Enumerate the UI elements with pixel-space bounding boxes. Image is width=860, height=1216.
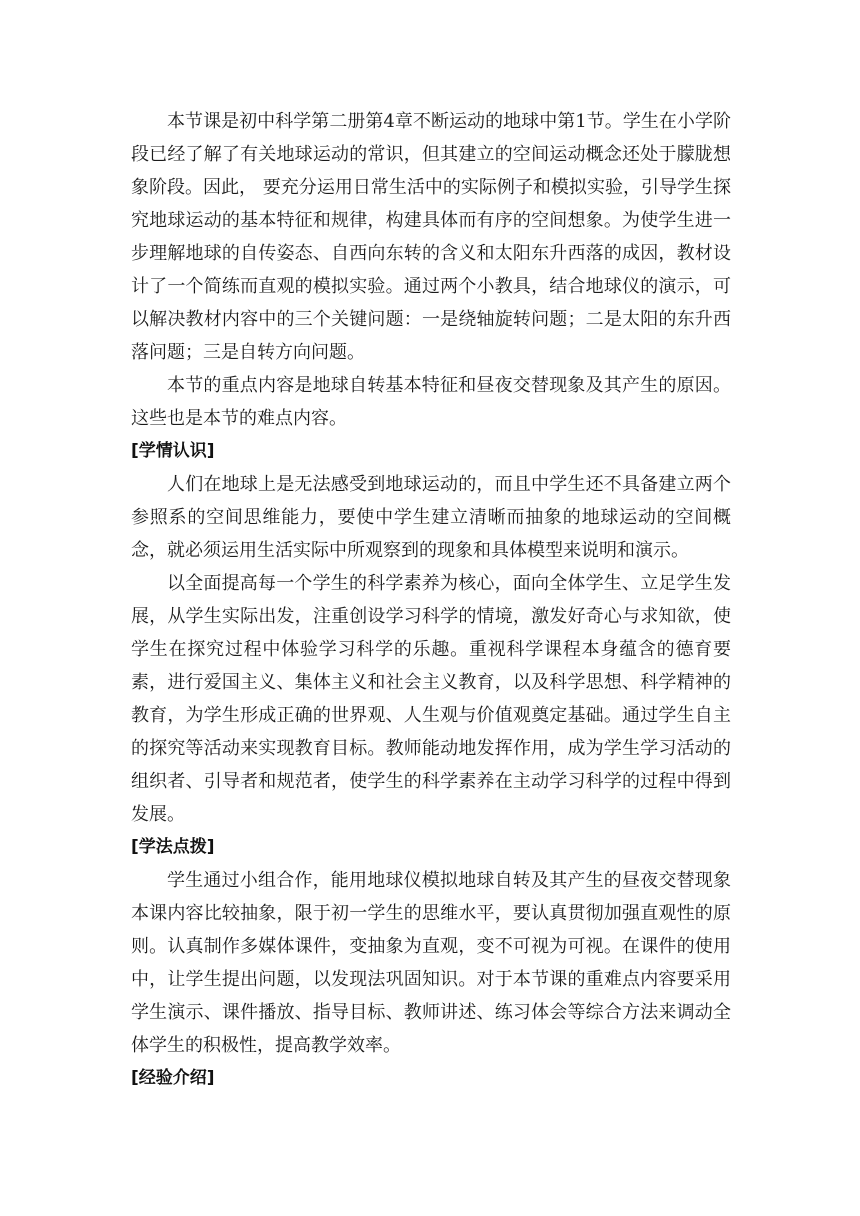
section-heading-jingyan: [经验介绍] <box>131 1068 215 1088</box>
section-heading-xueqing: [学情认识] <box>131 441 215 461</box>
paragraph-intro-2: 本节的重点内容是地球自转基本特征和昼夜交替现象及其产生的原因。这些也是本节的难点内容。 <box>131 375 731 429</box>
paragraph-intro-1: 本节课是初中科学第二册第4章不断运动的地球中第1节。学生在小学阶段已经了解了有关地球运动的常识，但其建立的空间运动概念还处于朦胧想象阶段。因此， 要充分运用日常生活中的实际例子和模拟实验，引导学生探究地球运动的基本特征和规律，构建具体而有序的空间想象。为使学生进一步理解地球的自传姿态、自西向东转的含义和太阳东升西落的成因，教材设计了一个简练而直观的模拟实验。通过两个小教具，结合地球仪的演示，可以解决教材内容中的三个关键问题：一是绕轴旋转问题；二是太阳的东升西落问题；三是自转方向问题。 <box>131 111 731 363</box>
paragraph-xueqing-2: 以全面提高每一个学生的科学素养为核心，面向全体学生、立足学生发展，从学生实际出发，注重创设学习科学的情境，激发好奇心与求知欲，使学生在探究过程中体验学习科学的乐趣。重视科学课程本身蕴含的德育要素，进行爱国主义、集体主义和社会主义教育，以及科学思想、科学精神的教育，为学生形成正确的世界观、人生观与价值观奠定基础。通过学生自主的探究等活动来实现教育目标。教师能动地发挥作用，成为学生学习活动的组织者、引导者和规范者，使学生的科学素养在主动学习科学的过程中得到发展。 <box>131 573 731 825</box>
section-heading-xuefa: [学法点拨] <box>131 837 215 857</box>
document-body <box>131 105 731 1095</box>
paragraph-xuefa-1: 学生通过小组合作，能用地球仪模拟地球自转及其产生的昼夜交替现象本课内容比较抽象，限于初一学生的思维水平，要认真贯彻加强直观性的原则。认真制作多媒体课件，变抽象为直观，变不可视为可视。在课件的使用中，让学生提出问题，以发现法巩固知识。对于本节课的重难点内容要采用学生演示、课件播放、指导目标、教师讲述、练习体会等综合方法来调动全体学生的积极性，提高教学效率。 <box>131 870 731 1056</box>
paragraph-xueqing-1: 人们在地球上是无法感受到地球运动的，而且中学生还不具备建立两个参照系的空间思维能力，要使中学生建立清晰而抽象的地球运动的空间概念，就必须运用生活实际中所观察到的现象和具体模型来说明和演示。 <box>131 474 731 561</box>
